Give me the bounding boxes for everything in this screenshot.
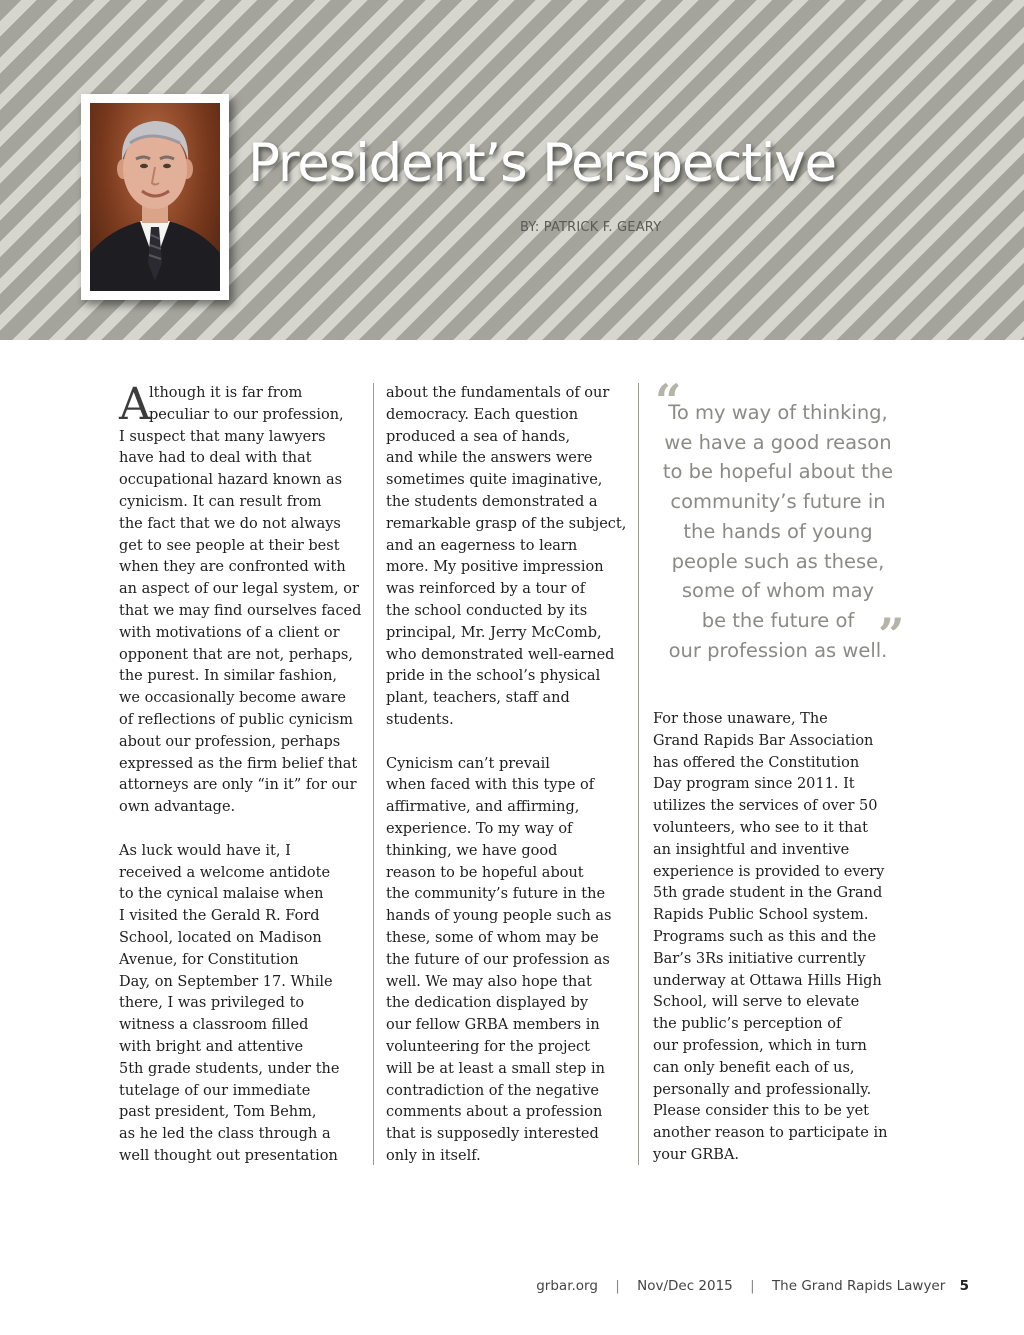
text-line: the purest. In similar fashion, bbox=[119, 668, 338, 685]
text-line: underway at Ottawa Hills High bbox=[653, 972, 882, 989]
footer-separator: | bbox=[750, 1278, 755, 1294]
text-line: that is supposedly interested bbox=[386, 1126, 599, 1143]
portrait-illustration bbox=[90, 103, 220, 291]
author-photo bbox=[90, 103, 220, 291]
text-line: well thought out presentation bbox=[119, 1147, 338, 1164]
author-byline: BY: PATRICK F. GEARY bbox=[520, 220, 662, 235]
page-number: 5 bbox=[959, 1278, 969, 1294]
paragraph-gap bbox=[119, 819, 369, 841]
text-line: and while the answers were bbox=[386, 450, 593, 467]
text-line: with bright and attentive bbox=[119, 1038, 304, 1055]
text-line: Programs such as this and the bbox=[653, 928, 877, 945]
text-line: has offered the Constitution bbox=[653, 754, 860, 771]
text-line: utilizes the services of over 50 bbox=[653, 798, 878, 815]
text-line: Day, on September 17. While bbox=[119, 973, 333, 990]
text-line: produced a sea of hands, bbox=[386, 428, 571, 445]
page-title: President’s Perspective bbox=[248, 133, 836, 194]
text-line: will be at least a small step in bbox=[386, 1060, 605, 1077]
footer-separator: | bbox=[615, 1278, 620, 1294]
text-line: cynicism. It can result from bbox=[119, 493, 322, 510]
text-line: past president, Tom Behm, bbox=[119, 1104, 317, 1121]
text-line: Please consider this to be yet bbox=[653, 1103, 870, 1120]
pullquote-line: to be hopeful about the bbox=[662, 460, 894, 484]
text-line: principal, Mr. Jerry McComb, bbox=[386, 624, 602, 641]
text-line: experience. To my way of bbox=[386, 820, 573, 837]
text-line: of reflections of public cynicism bbox=[119, 711, 354, 728]
text-line: 5th grade students, under the bbox=[119, 1060, 340, 1077]
text-line: we occasionally become aware bbox=[119, 690, 346, 707]
text-line: School, will serve to elevate bbox=[653, 994, 860, 1011]
text-line: to the cynical malaise when bbox=[119, 886, 324, 903]
pullquote-line: we have a good reason bbox=[664, 430, 892, 454]
text-line: students. bbox=[386, 711, 454, 728]
text-line: School, located on Madison bbox=[119, 929, 322, 946]
header-banner bbox=[0, 0, 1024, 340]
text-line: contradiction of the negative bbox=[386, 1082, 599, 1099]
text-line: was reinforced by a tour of bbox=[386, 581, 586, 598]
text-line: peculiar to our profession, bbox=[149, 406, 344, 423]
pull-quote bbox=[640, 398, 916, 665]
paragraph-gap bbox=[386, 732, 626, 754]
text-line: your GRBA. bbox=[653, 1146, 740, 1163]
text-line: only in itself. bbox=[386, 1147, 481, 1164]
text-line: For those unaware, The bbox=[653, 711, 828, 727]
pullquote-line: some of whom may bbox=[681, 579, 875, 603]
pullquote-line: community’s future in bbox=[670, 490, 886, 514]
text-line: democracy. Each question bbox=[386, 406, 579, 423]
text-line: volunteering for the project bbox=[386, 1038, 590, 1055]
pullquote-open-mark: “ bbox=[655, 374, 682, 428]
text-line: get to see people at their best bbox=[119, 537, 340, 554]
text-line: who demonstrated well-earned bbox=[386, 646, 615, 663]
pullquote-line: our profession as well. bbox=[668, 638, 888, 662]
pullquote-line: To my way of thinking, bbox=[668, 401, 888, 424]
text-line: an aspect of our legal system, or bbox=[119, 581, 359, 598]
text-line: can only benefit each of us, bbox=[653, 1059, 855, 1076]
pullquote-line: the hands of young bbox=[683, 519, 873, 543]
text-line: our profession, which in turn bbox=[653, 1037, 867, 1054]
text-line: the school conducted by its bbox=[386, 602, 588, 619]
text-line: Cynicism can’t prevail bbox=[386, 755, 550, 772]
text-line: Rapids Public School system. bbox=[653, 907, 869, 924]
text-line: these, some of whom may be bbox=[386, 929, 599, 946]
text-line: expressed as the firm belief that bbox=[119, 755, 358, 772]
text-line: Day program since 2011. It bbox=[653, 776, 855, 793]
text-line: another reason to participate in bbox=[653, 1125, 888, 1142]
text-line: our fellow GRBA members in bbox=[386, 1017, 600, 1034]
text-line: tutelage of our immediate bbox=[119, 1082, 311, 1099]
column-divider-1 bbox=[373, 383, 374, 1165]
text-line: the students demonstrated a bbox=[386, 493, 598, 510]
footer-publication: The Grand Rapids Lawyer bbox=[771, 1278, 946, 1294]
page-footer bbox=[536, 1278, 969, 1294]
text-line: Avenue, for Constitution bbox=[119, 951, 299, 968]
text-line: 5th grade student in the Grand bbox=[653, 885, 883, 902]
text-line: with motivations of a client or bbox=[119, 624, 340, 641]
drop-cap: A bbox=[119, 379, 151, 430]
text-line: have had to deal with that bbox=[119, 450, 312, 467]
text-line: I suspect that many lawyers bbox=[119, 428, 326, 445]
text-line: occupational hazard known as bbox=[119, 472, 343, 489]
text-line: opponent that are not, perhaps, bbox=[119, 646, 353, 663]
text-line: about the fundamentals of our bbox=[386, 385, 610, 401]
text-line: comments about a profession bbox=[386, 1104, 603, 1121]
text-line: well. We may also hope that bbox=[386, 973, 592, 990]
text-line: reason to be hopeful about bbox=[386, 864, 584, 881]
text-line: volunteers, who see to it that bbox=[653, 819, 868, 836]
text-line: plant, teachers, staff and bbox=[386, 690, 570, 707]
article-column-2 bbox=[386, 383, 626, 1168]
text-line: an insightful and inventive bbox=[653, 841, 850, 858]
text-line: personally and professionally. bbox=[653, 1081, 872, 1098]
text-line: the future of our profession as bbox=[386, 951, 610, 968]
text-line: hands of young people such as bbox=[386, 908, 612, 925]
text-line: received a welcome antidote bbox=[119, 864, 331, 881]
footer-site-link[interactable]: grbar.org bbox=[536, 1278, 598, 1294]
text-line: there, I was privileged to bbox=[119, 995, 305, 1012]
text-line: when they are confronted with bbox=[119, 559, 346, 576]
text-line: Grand Rapids Bar Association bbox=[653, 732, 874, 749]
footer-issue: Nov/Dec 2015 bbox=[637, 1278, 733, 1294]
article-column-1 bbox=[119, 379, 369, 1168]
article-column-3 bbox=[653, 709, 903, 1167]
text-line: about our profession, perhaps bbox=[119, 733, 341, 750]
text-line: the fact that we do not always bbox=[119, 515, 341, 532]
text-line: attorneys are only “in it” for our bbox=[119, 777, 357, 794]
author-photo-frame bbox=[81, 94, 229, 300]
text-line: experience is provided to every bbox=[653, 863, 885, 880]
text-line: thinking, we have good bbox=[386, 842, 558, 859]
column-divider-2 bbox=[638, 383, 639, 1165]
text-line: lthough it is far from bbox=[149, 385, 303, 401]
pullquote-close-mark: ” bbox=[878, 608, 905, 662]
text-line: when faced with this type of bbox=[386, 777, 595, 794]
text-line: As luck would have it, I bbox=[119, 842, 291, 859]
text-line: sometimes quite imaginative, bbox=[386, 472, 603, 489]
text-line: remarkable grasp of the subject, bbox=[386, 515, 627, 532]
pullquote-line: be the future of bbox=[701, 608, 855, 632]
text-line: the public’s perception of bbox=[653, 1016, 842, 1033]
text-line: pride in the school’s physical bbox=[386, 668, 601, 685]
text-line: that we may find ourselves faced bbox=[119, 602, 362, 619]
text-line: the community’s future in the bbox=[386, 886, 606, 903]
text-line: I visited the Gerald R. Ford bbox=[119, 908, 320, 925]
text-line: as he led the class through a bbox=[119, 1126, 331, 1143]
text-line: affirmative, and affirming, bbox=[386, 799, 580, 816]
text-line: and an eagerness to learn bbox=[386, 537, 578, 554]
pullquote-line: people such as these, bbox=[671, 549, 885, 573]
text-line: more. My positive impression bbox=[386, 559, 604, 576]
text-line: own advantage. bbox=[119, 799, 236, 816]
text-line: the dedication displayed by bbox=[386, 995, 589, 1012]
text-line: witness a classroom filled bbox=[119, 1017, 309, 1034]
text-line: Bar’s 3Rs initiative currently bbox=[653, 950, 866, 967]
